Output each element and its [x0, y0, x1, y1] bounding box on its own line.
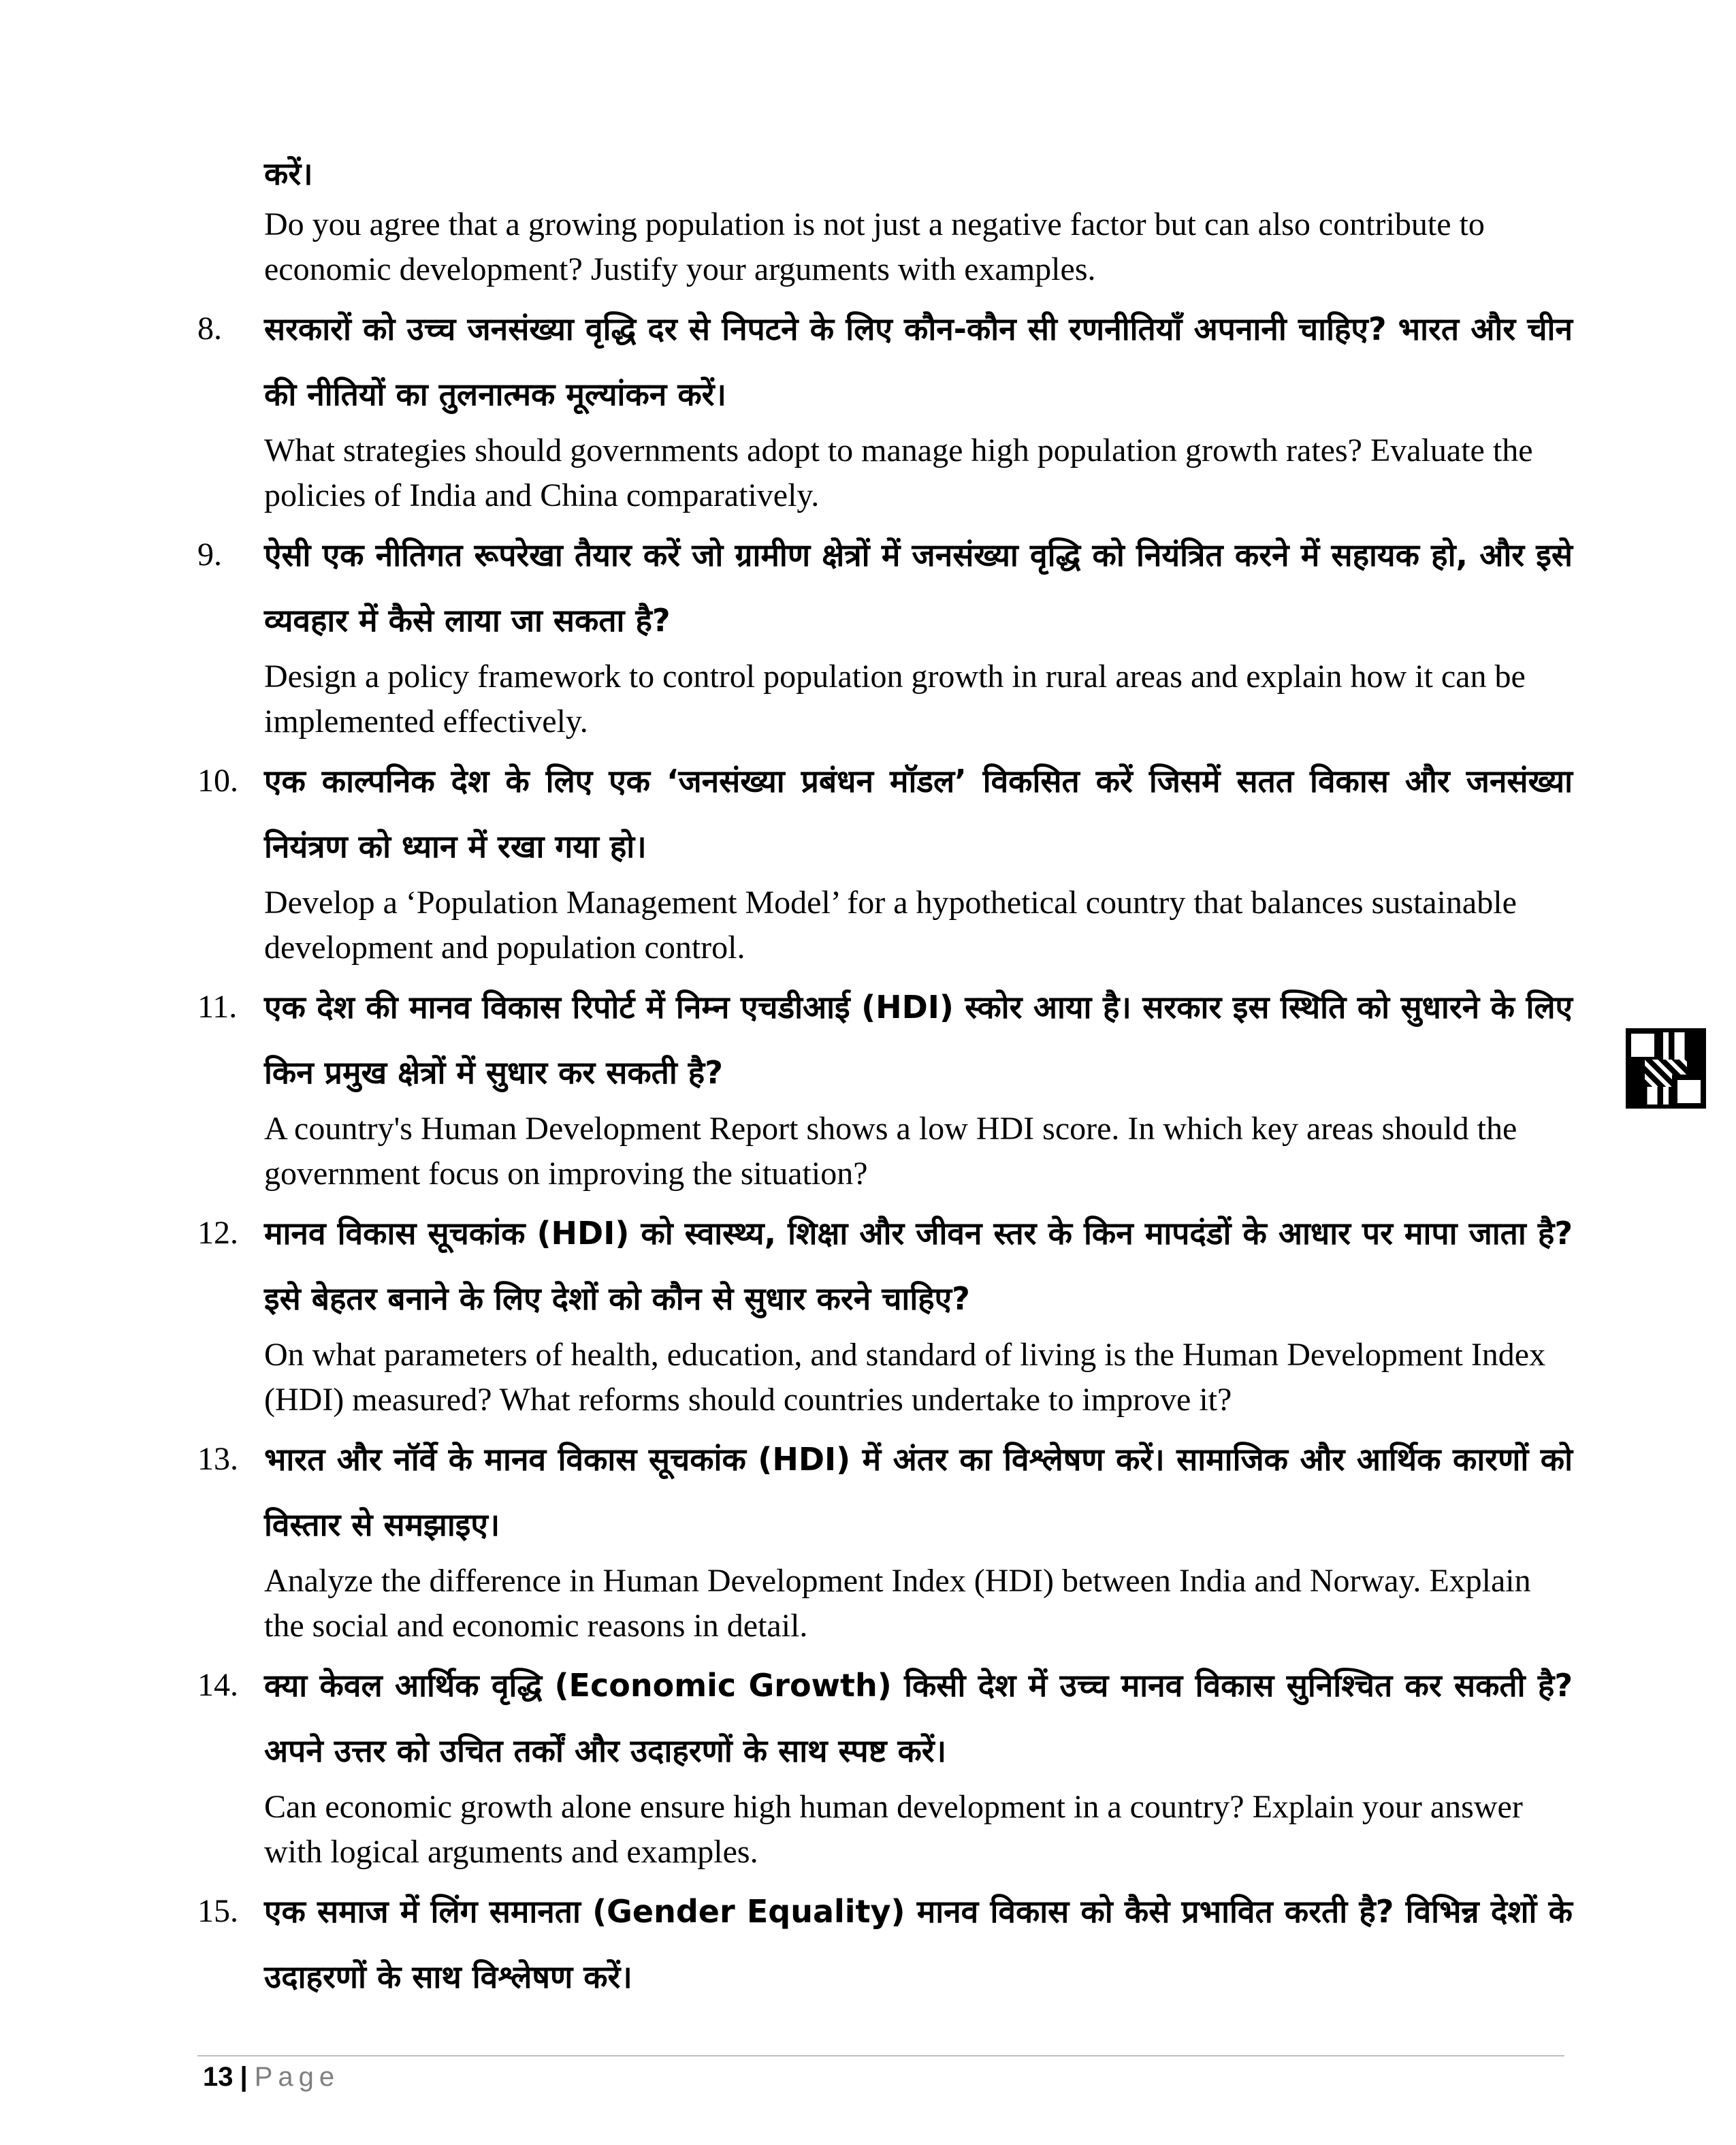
question-item: [197, 1427, 1573, 1649]
question-item: [197, 1201, 1573, 1423]
question-number: 10.: [197, 763, 238, 799]
question-english: A country's Human Development Report shows a low HDI score. In which key areas should the government focus on improving the situation?: [264, 1111, 1517, 1192]
question-hindi: भारत और नॉर्वे के मानव विकास सूचकांक (HDI) में अंतर का विश्लेषण करें। सामाजिक और आर्थिक कारणों को विस्तार से समझाइए।: [264, 1441, 1573, 1543]
page-label: Page: [254, 2062, 340, 2092]
question-hindi: सरकारों को उच्च जनसंख्या वृद्धि दर से निपटने के लिए कौन-कौन सी रणनीतियाँ अपनानी चाहिए? भारत और चीन की नीतियों का तुलनात्मक मूल्यांकन करें।: [264, 311, 1573, 413]
question-item: [197, 974, 1573, 1196]
question-item: [197, 296, 1573, 518]
footer-divider: [197, 2055, 1564, 2056]
question-english: What strategies should governments adopt to manage high population growth rates? Evaluate the policies of India and China comparatively.: [264, 432, 1533, 513]
page-number: 13: [203, 2062, 234, 2092]
question-english: Develop a ‘Population Management Model’ for a hypothetical country that balances sustainable development and population control.: [264, 885, 1517, 966]
continuation-hindi: करें।: [264, 155, 313, 192]
question-english: Analyze the difference in Human Development Index (HDI) between India and Norway. Explain the social and economic reasons in detail.: [264, 1563, 1531, 1644]
question-number: 8.: [197, 311, 222, 347]
question-hindi: एक देश की मानव विकास रिपोर्ट में निम्न एचडीआई (HDI) स्कोर आया है। सरकार इस स्थिति को सुधारने के लिए किन प्रमुख क्षेत्रों में सुधार कर सकती है?: [264, 989, 1573, 1091]
question-hindi: एक समाज में लिंग समानता (Gender Equality) मानव विकास को कैसे प्रभावित करती है? विभिन्न देशों के उदाहरणों के साथ विश्लेषण करें।: [264, 1893, 1573, 1995]
question-hindi: क्या केवल आर्थिक वृद्धि (Economic Growth) किसी देश में उच्च मानव विकास सुनिश्चित कर सकती है? अपने उत्तर को उचित तर्कों और उदाहरणों के साथ स्पष्ट करें।: [264, 1667, 1573, 1769]
question-item: [197, 522, 1573, 744]
qr-code-icon[interactable]: [1626, 1028, 1706, 1109]
page-footer: [203, 2062, 340, 2093]
question-number: 13.: [197, 1441, 238, 1477]
question-hindi: ऐसी एक नीतिगत रूपरेखा तैयार करें जो ग्रामीण क्षेत्रों में जनसंख्या वृद्धि को नियंत्रित करने में सहायक हो, और इसे व्यवहार में कैसे लाया जा सकता है?: [264, 537, 1573, 639]
question-english: On what parameters of health, education, and standard of living is the Human Development Index (HDI) measured? What reforms should countries undertake to improve it?: [264, 1337, 1546, 1418]
question-english: Can economic growth alone ensure high human development in a country? Explain your answer with logical arguments and examples.: [264, 1789, 1523, 1870]
question-number: 12.: [197, 1215, 238, 1251]
question-english: Design a policy framework to control population growth in rural areas and explain how it can be implemented effectively.: [264, 658, 1526, 740]
continuation-english: Do you agree that a growing population is not just a negative factor but can also contribute to economic development? Justify your arguments with examples.: [264, 206, 1485, 287]
question-hindi: मानव विकास सूचकांक (HDI) को स्वास्थ्य, शिक्षा और जीवन स्तर के किन मापदंडों के आधार पर मापा जाता है? इसे बेहतर बनाने के लिए देशों को कौन से सुधार करने चाहिए?: [264, 1215, 1573, 1317]
question-list: [197, 146, 1573, 2009]
question-item: [197, 1879, 1573, 2009]
question-number: 15.: [197, 1893, 238, 1929]
question-hindi: एक काल्पनिक देश के लिए एक ‘जनसंख्या प्रबंधन मॉडल’ विकसित करें जिसमें सतत विकास और जनसंख्या नियंत्रण को ध्यान में रखा गया हो।: [264, 763, 1573, 865]
question-number: 14.: [197, 1667, 238, 1703]
question-item: [197, 748, 1573, 970]
question-number: 9.: [197, 537, 222, 573]
question-number: 11.: [197, 989, 238, 1025]
footer-separator: |: [240, 2062, 248, 2092]
question-item: [197, 1653, 1573, 1875]
